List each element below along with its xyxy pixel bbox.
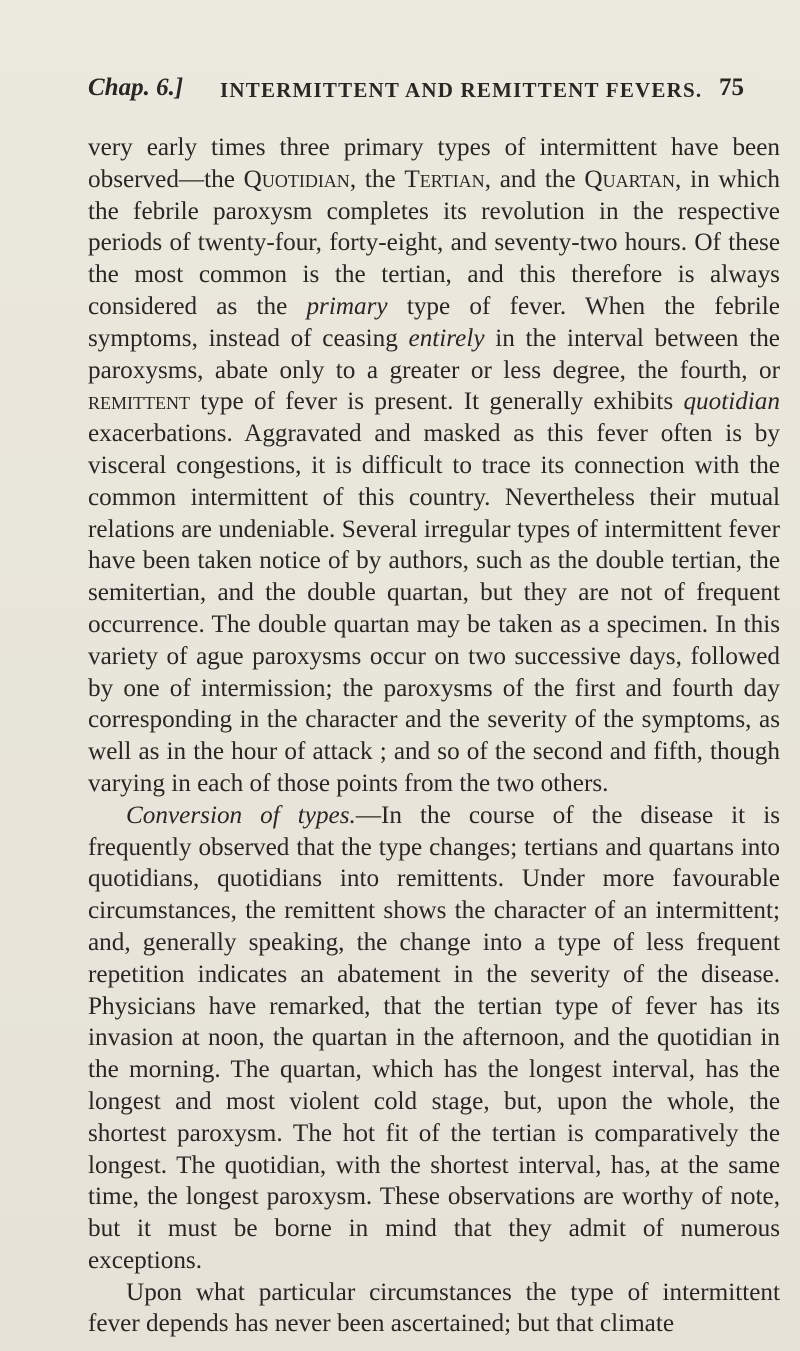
text-run: type of fever. When the febrile symptoms, instead of ceasing: [88, 292, 780, 352]
text-run: exacerbations. Aggravated and masked as this fever often is by visceral congestions, it is difficult to trace its connection with the common intermittent of this country. Nevertheless their mutual relations are undeniable. Several irregular types of intermittent fever have been taken notice of by authors, such as the double tertian, the semitertian, and the double quartan, but they are not of frequent occurrence. The double quartan may be taken as a specimen. In this variety of ague paroxysms occur on two successive days, followed by one of intermission; the paroxysms of the first and fourth day corresponding in the character and the severity of the symptoms, as well as in the hour of attack ; and so of the second and fifth, though varying in each of those points from the two others.: [88, 420, 780, 797]
paragraph-1: [88, 132, 780, 800]
running-title: INTERMITTENT AND REMITTENT FEVERS.: [220, 78, 703, 102]
page-header: [88, 74, 744, 106]
text-run: Quotidian: [243, 165, 350, 193]
text-run: in the interval between the paroxysms, abate only to a greater or less degree, the fourth, or: [88, 324, 780, 384]
text-run: Quartan: [584, 165, 676, 193]
text-run: entirely: [408, 324, 485, 352]
text-run: type of fever is present. It generally exhibits: [189, 388, 684, 416]
text-run: —In the course of the disease it is frequently observed that the type changes; tertians and quartans into quotidians, quotidians into remittents. Under more favourable circumstances, the remittent shows the character of an intermittent; and, generally speaking, the change into a type of less frequent repetition indicates an abatement in the severity of the disease. Physicians have remarked, that the tertian type of fever has its invasion at noon, the quartan in the afternoon, and the quotidian in the morning. The quartan, which has the longest interval, has the longest and most violent cold stage, but, upon the whole, the shortest paroxysm. The hot fit of the tertian is comparatively the longest. The quotidian, with the shortest interval, has, at the same time, the longest paroxysm. These observations are worthy of note, but it must be borne in mind that they admit of numerous exceptions.: [88, 801, 780, 1274]
text-run: quotidian: [683, 388, 780, 416]
text-run: very early times three primary types of intermittent have been observed—the: [88, 134, 780, 193]
text-run: remittent: [88, 388, 190, 416]
text-run: , in which the febrile paroxysm completes its revolution in the respective periods of twenty-four, forty-eight, and seventy-two hours. Of these the most common is the tertian, and this therefore is always considered as the: [88, 165, 780, 320]
body-text: [88, 132, 780, 1340]
text-run: primary: [306, 292, 388, 320]
page-number: 75: [719, 74, 744, 101]
paragraph-2: [88, 800, 780, 1277]
text-run: , the: [349, 165, 405, 193]
text-run: , and the: [484, 165, 585, 193]
text-run: Tertian: [404, 165, 485, 193]
chapter-label: Chap. 6.]: [88, 74, 184, 101]
text-run: Upon what particular circumstances the type of intermittent fever depends has never been ascertained; but that climate: [88, 1278, 780, 1338]
paragraph-3: [88, 1277, 780, 1341]
text-run: Conversion of types.: [126, 801, 356, 829]
